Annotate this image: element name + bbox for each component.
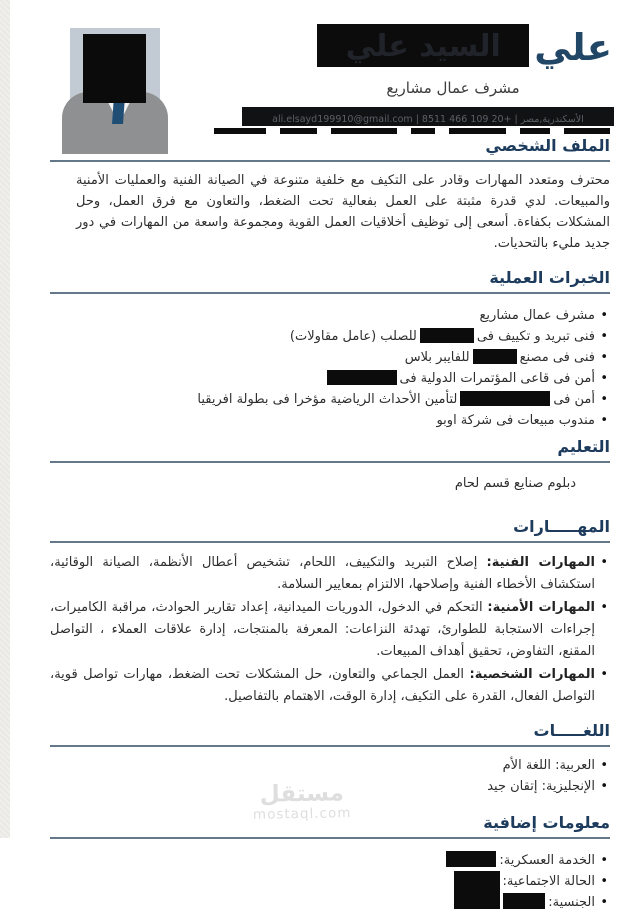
candidate-name-row <box>317 24 612 69</box>
skills-item: • المهارات الأمنية: التحكم في الدخول، الدوريات الميدانية، إعداد تقارير الحوادث، مراقبة الكاميرات، إجراءات الاستجابة للطوارئ، تهدئة النزاعات: المعرفة بالمنتجات، إدارة علاقات العملاء ، التواصل المقنع، التفاوض، تحقيق أهداف المبيعات. <box>50 597 610 663</box>
header <box>10 0 618 138</box>
redaction-dash <box>280 128 318 134</box>
redaction-box <box>460 391 550 406</box>
redaction-dash <box>214 128 266 134</box>
experience-item: • فنى فى مصنعللفايبر بلاس <box>50 347 610 368</box>
contact-bar <box>242 107 614 126</box>
education-item: دبلوم صنايع قسم لحام <box>454 476 576 491</box>
skills-item: • المهارات الشخصية: العمل الجماعي والتعاون، حل المشكلات تحت الضغط، مهارات تواصل قوية، التواصل الفعال، القدرة على التكيف، إدارة الوقت، الاهتمام بالتفاصيل. <box>50 664 610 708</box>
redaction-dash <box>520 128 550 134</box>
section-rule <box>50 745 610 747</box>
experience-list <box>50 305 610 431</box>
job-title: مشرف عمال مشاريع <box>386 79 520 97</box>
watermark-domain: mostaql.com <box>252 805 352 823</box>
section-profile <box>50 136 610 254</box>
profile-summary: محترف ومتعدد المهارات وقادر على التكيف مع خلفية متنوعة في الصيانة الفنية والعمليات الأمنية والمبيعات. لدي قدرة مثبتة على العمل بفعالية تحت الضغط، والتعاون مع فرق العمل، وحل المشكلات بكفاءة. أسعى إلى توظيف أخلاقيات العمل القوية ومجموعة واسعة من المهارات في دور جديد مليء بالتحديات. <box>76 173 610 251</box>
experience-item: • مشرف عمال مشاريع <box>50 305 610 326</box>
skills-item: • المهارات الفنية: إصلاح التبريد والتكييف، اللحام، تشخيص أعطال الأنظمة، الصيانة الوقائية، استكشاف الأخطاء الفنية وإصلاحها، الالتزام بمعايير السلامة. <box>50 552 610 596</box>
section-title-education: التعليم <box>557 437 610 456</box>
language-item: • العربية: اللغة الأم <box>50 755 610 776</box>
section-rule <box>50 837 610 839</box>
section-title-experience: الخبرات العملية <box>489 268 610 287</box>
experience-item: • أمن فىلتأمين الأحداث الرياضية مؤخرا فى بطولة افريقيا <box>50 389 610 410</box>
section-experience <box>50 268 610 431</box>
additional-info-list <box>50 850 610 913</box>
section-additional-info <box>50 813 610 913</box>
section-rule <box>50 292 610 294</box>
section-education <box>50 437 610 491</box>
face-redaction-box <box>83 34 146 103</box>
watermark-arabic: مستقل <box>259 780 345 808</box>
skills-list <box>50 552 610 708</box>
contact-redaction-row <box>214 128 610 134</box>
section-rule <box>50 461 610 463</box>
section-rule <box>50 541 610 543</box>
candidate-name: علي <box>534 26 612 69</box>
additional-item: • الجنسية: <box>50 892 610 913</box>
section-title-skills: المهـــــارات <box>513 517 610 536</box>
section-title-languages: اللغـــــات <box>533 721 610 740</box>
redaction-dash <box>331 128 397 134</box>
section-title-additional: معلومات إضافية <box>483 813 610 832</box>
language-item: • الإنجليزية: إتقان جيد <box>50 776 610 797</box>
mostaql-watermark <box>252 781 353 823</box>
name-redaction-box: السيد علي <box>317 24 529 67</box>
redaction-dash <box>564 128 610 134</box>
additional-item: • الخدمة العسكرية: <box>50 850 610 871</box>
redaction-dash <box>411 128 435 134</box>
redaction-box <box>473 349 517 364</box>
experience-item: • فنى تبريد و تكييف فىللصلب (عامل مقاولات) <box>50 326 610 347</box>
experience-item: • أمن فى قاعى المؤتمرات الدولية فى <box>50 368 610 389</box>
section-skills <box>50 517 610 708</box>
section-title-profile: الملف الشخصي <box>485 136 610 155</box>
redaction-box <box>446 851 496 867</box>
redaction-box <box>327 370 397 385</box>
redaction-box <box>454 873 500 888</box>
redaction-dash <box>449 128 507 134</box>
section-rule <box>50 160 610 162</box>
experience-item: • مندوب مبيعات فى شركة اوبو <box>50 410 610 431</box>
page-edge-strip <box>0 0 10 838</box>
additional-item: • الحالة الاجتماعية: <box>50 871 610 892</box>
contact-text: الأسكندرية,مصر | +20 109 466 8511 | ali.elsayd199910@gmail.com <box>272 114 584 125</box>
redaction-box <box>503 893 545 909</box>
redaction-box <box>420 328 474 343</box>
profile-photo <box>70 28 160 124</box>
